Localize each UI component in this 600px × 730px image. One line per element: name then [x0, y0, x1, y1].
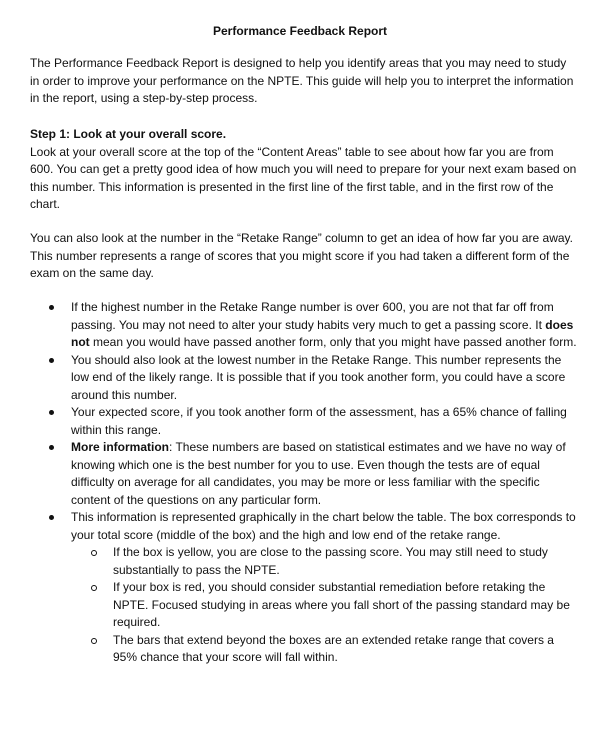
sub-bullet-2-text: If your box is red, you should consider substantial remediation before retaking the NPTE. Focused studying in areas where you fall short of the passing standard may be required.	[113, 580, 570, 629]
circle-bullet-icon	[91, 585, 97, 591]
circle-bullet-icon	[91, 638, 97, 644]
bullet-icon	[49, 358, 54, 363]
list-item	[30, 352, 578, 405]
circle-bullet-icon	[91, 550, 97, 556]
sub-bullet-1-text: If the box is yellow, you are close to the passing score. You may still need to study substantially to pass the NPTE.	[113, 545, 548, 577]
bullet-2-text: You should also look at the lowest number in the Retake Range. This number represents the low end of the likely range. It is possible that if you took another form, you could have a score around this number.	[71, 352, 566, 402]
bullet-3-text: Your expected score, if you took another form of the assessment, has a 65% chance of falling within this range.	[71, 405, 567, 437]
bullet-icon	[49, 445, 54, 450]
bullet-1-emphasis: does not	[71, 317, 574, 349]
step-1-heading: Step 1: Look at your overall score.	[30, 127, 227, 141]
bullet-1-text-start: If the highest number in the Retake Range number is over 600, you are not that far off from passing. You may not need to alter your study habits very much to get a passing score. It	[71, 300, 554, 332]
bullet-list	[30, 299, 578, 667]
bullet-4-emphasis: More information	[71, 440, 169, 454]
page-title: Performance Feedback Report	[212, 24, 388, 38]
sub-list-item	[71, 544, 578, 579]
bullet-icon	[49, 305, 54, 310]
retake-range-paragraph: You can also look at the number in the “Retake Range” column to get an idea of how far you are away. This number represents a range of scores that you might score if you had taken a different form of the exam on the same day.	[30, 231, 573, 280]
sub-list-item	[71, 579, 578, 632]
intro-paragraph: The Performance Feedback Report is designed to help you identify areas that you may need to study in order to improve your performance on the NPTE. This guide will help you to interpret the information in the report, using a step-by-step process.	[30, 56, 574, 105]
bullet-4-text: : These numbers are based on statistical estimates and we have no way of knowing which one is the best number for you to use. Even though the tests are of equal difficulty on average for all candidates, you may be more or less familiar with the specific content of the questions on any particular form.	[71, 440, 566, 507]
bullet-1-text-end: mean you would have passed another form, only that you might have passed another form.	[89, 335, 577, 349]
bullet-icon	[49, 515, 54, 520]
list-item	[30, 404, 578, 439]
bullet-icon	[49, 410, 54, 415]
bullet-5-text: This information is represented graphically in the chart below the table. The box corresponds to your total score (middle of the box) and the high and low end of the retake range.	[71, 510, 576, 542]
list-item	[30, 439, 578, 509]
list-item	[30, 509, 578, 667]
sub-bullet-list	[71, 544, 578, 667]
sub-list-item	[71, 632, 578, 667]
sub-bullet-3-text: The bars that extend beyond the boxes are an extended retake range that covers a 95% chance that your score will fall within.	[113, 632, 554, 664]
step-1-body: Look at your overall score at the top of the “Content Areas” table to see about how far you are from 600. You can get a pretty good idea of how much you will need to prepare for your next exam based on this number. This information is presented in the first line of the first table, and in the first row of the chart.	[30, 144, 577, 211]
list-item	[30, 299, 578, 352]
step-1-section	[30, 126, 578, 214]
